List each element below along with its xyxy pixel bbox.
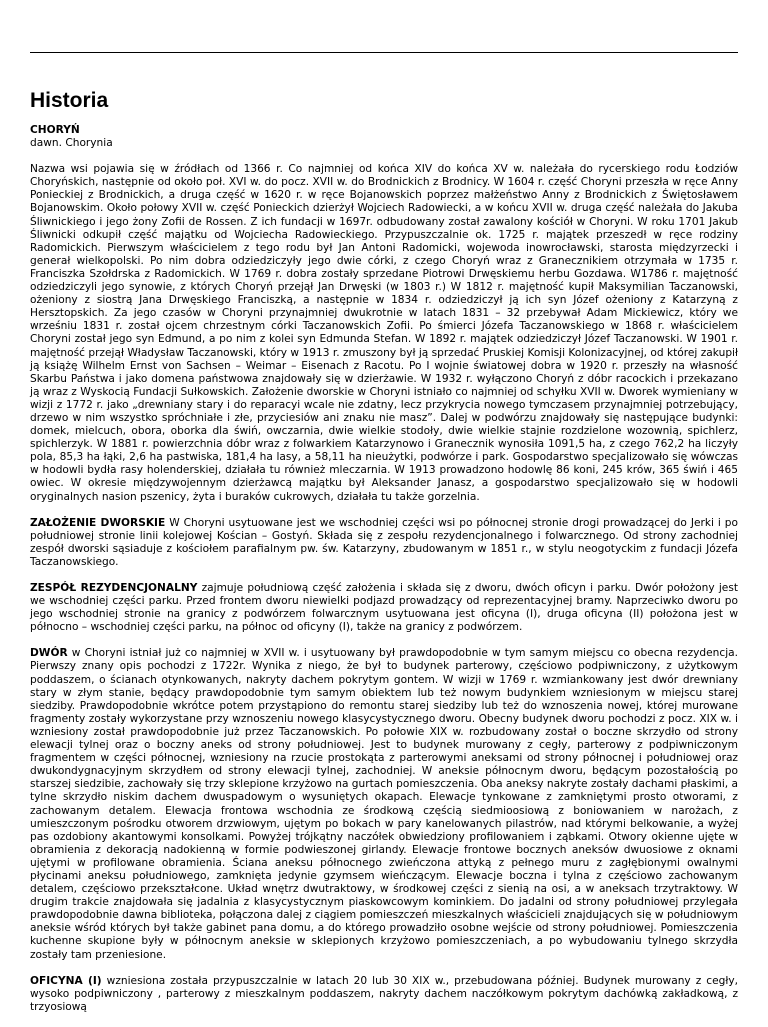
paragraph-text: wzniesiona została przypuszczalnie w latach 20 lub 30 XIX w., przebudowana później. Budynek murowany z cegły, wysoko podpiwniczony , parterowy z mieszkalnym poddaszem, nakryty dachem naczółkowym pokrytym dachówką zakładkową, z trzyosiową xyxy=(30,974,738,1013)
header-rule xyxy=(30,52,738,53)
paragraph-text: zajmuje południową część założenia i składa się z dworu, dwóch oficyn i parku. Dwór położony jest we wschodniej części parku. Przed frontem dworu niewielki podjazd prowadzący od reprezentacyjnej bramy. Naprzeciwko dworu po jego wschodniej stronie na granicy z podwórzem folwarcznym usytuowana jest oficyna (I), druga oficyna (II) położona jest w północno – wschodniej części parku, na północ od oficyny (I), także na granicy z podwórzem. xyxy=(30,582,738,634)
place-old-name: dawn. Chorynia xyxy=(30,137,113,150)
paragraph-oficyna-1 xyxy=(30,975,738,1014)
place-name: CHORYŃ xyxy=(30,124,80,136)
paragraph-zalozenie-dworskie xyxy=(30,517,738,569)
paragraph-text: Nazwa wsi pojawia się w źródłach od 1366 r. Co najmniej od końca XIV do końca XV w. należała do rycerskiego rodu Łodziów Choryńskich, następnie od około poł. XVI w. do pocz. XVII w. do Brodnickich z Brodnicy. W 1604 r. część Choryni przeszła w ręce Anny Ponieckiej z Brodnickich, a druga część w 1620 r. w ręce Bojanowskich poprzez małżeństwo Anny z Brodnickich z Świętosławem Bojanowskim. Około połowy XVII w. część Ponieckich dzierżył Wojciech Radowiecki, a w końcu XVII w. druga część należała do Jakuba Śliwnickiego i jego żony Zofii de Rossen. Z ich fundacji w 1697r. odbudowany został zawalony kościół w Choryni. W roku 1701 Jakub Śliwnicki odkupił część majątku od Wojciecha Radowieckiego. Przypuszczalnie ok. 1725 r. majątek przeszedł w ręce rodziny Radomickich. Pierwszym właścicielem z tego rodu był Jan Antoni Radomicki, wojewoda inowrocławski, starosta międzyrzecki i generał wielkopolski. Po nim dobra odziedziczyły jego dwie córki, z czego Choryń wraz z Granecznikiem otrzymała w 1735 r. Franciszka Szołdrska z Radomickich. W 1769 r. dobra zostały sprzedane Piotrowi Drwęskiemu herbu Gozdawa. W1786 r. majętność odziedziczyli jego synowie, z których Choryń przejął Jan Drwęski (w 1803 r.) W 1812 r. majętność kupił Maksymilian Taczanowski, ożeniony z siostrą Jana Drwęskiego Franciszką, a następnie w 1834 r. odziedziczył ją ich syn Józef ożeniony z Katarzyną z Hersztopskich. Za jego czasów w Choryni przynajmniej dwukrotnie w latach 1831 – 32 przebywał Adam Mickiewicz, który we wrześniu 1831 r. został ojcem chrzestnym córki Taczanowskich Zofii. Po śmierci Józefa Taczanowskiego w 1868 r. właścicielem Choryni został jego syn Edmund, a po nim z kolei syn Edmunda Stefan. W 1892 r. majątek odziedziczył Józef Taczanowski. W 1901 r. majętność przejął Władysław Taczanowski, który w 1913 r. zmuszony był ją sprzedać Pruskiej Komisji Kolonizacyjnej, od której zakupił ją książę Wilhelm Ernst von Sachsen – Weimar – Eisenach z Racotu. Po I wojnie światowej dobra w 1920 r. przeszły na własność Skarbu Państwa i jako domena państwowa znajdowały się w dzierżawie. W 1932 r. wyłączono Choryń z dóbr racockich i przekazano ją wraz z Wyskocią Fundacji Sułkowskich. Założenie dworskie w Choryni istniało co najmniej od schyłku XVII w. Dworek wymieniany w wizji z 1772 r. jako „drewniany stary i do reparacyi wcale nie zdatny, lecz przykrycia nowego tymczasem przynajmniej potrzebujący, drzewo w nim wszystko spróchniałe i złe, przyciesiów ani znaku nie masz”. Dalej w podwórzu znajdowały się następujące budynki: domek, mielcuch, obora, oborka dla świń, owczarnia, dwie wielkie stodoły, dwie wielkie stajnie rozdzielone wozownią, spichlerz, spichlerzyk. W 1881 r. powierzchnia dóbr wraz z folwarkiem Katarzynowo i Granecznik wynosiła 1091,5 ha, z czego 762,2 ha liczyły pola, 85,3 ha łąki, 2,6 ha pastwiska, 181,4 ha lasy, a 58,11 ha nieużytki, podwórze i park. Gospodarstwo specjalizowało się wówczas w hodowli bydła rasy holenderskiej, działała tu również mleczarnia. W 1913 prowadzono hodowlę 86 koni, 245 krów, 365 świń i 465 owiec. W okresie międzywojennym dzierżawcą majątku był Aleksander Janasz, a gospodarstwo specjalizowało się w hodowli oryginalnych nasion pszenicy, żyta i buraków cukrowych, działała tu także gorzelnia. xyxy=(30,163,738,503)
document-body xyxy=(30,124,738,1027)
paragraph-dwor xyxy=(30,647,738,961)
paragraph-lead: OFICYNA (I) xyxy=(30,974,102,987)
paragraph-lead: ZAŁOŻENIE DWORSKIE xyxy=(30,516,166,529)
paragraph-zespol-rezydencjonalny xyxy=(30,582,738,634)
paragraph-text: W Choryni usytuowane jest we wschodniej części wsi po północnej stronie drogi prowadzącej do Jerki i po południowej stronie linii kolejowej Kościan – Gostyń. Składa się z zespołu rezydencjonalnego i folwarcznego. Od strony zachodniej zespół dworski sąsiaduje z kościołem parafialnym pw. św. Katarzyny, zbudowanym w 1851 r., w stylu neogotyckim z fundacji Józefa Taczanowskiego. xyxy=(30,516,739,568)
paragraph-lead: ZESPÓŁ REZYDENCJONALNY xyxy=(30,582,198,594)
page-title: Historia xyxy=(30,89,109,112)
paragraph-history xyxy=(30,163,738,503)
paragraph-lead: DWÓR xyxy=(30,647,68,660)
paragraph-text: w Choryni istniał już co najmniej w XVII w. i usytuowany był prawdopodobnie w tym samym miejscu co obecna rezydencja. Pierwszy znany opis pochodzi z 1722r. Wynika z niego, że był to budynek parterowy, częściowo podpiwniczony, z użytkowym poddaszem, o ścianach otynkowanych, nakryty dachem pokrytym gontem. W wizji w 1769 r. wzmiankowany jest dwór drewniany stary w złym stanie, będący prawdopodobnie tym samym obiektem lub też nowym budynkiem wzniesionym w miejscu starej siedziby. Prawdopodobnie wkrótce potem przystąpiono do remontu starej siedziby lub też do wznoszenia nowej, której murowane fragmenty zostały wykorzystane przy wznoszeniu nowego klasycystycznego dworu. Obecny budynek dworu pochodzi z pocz. XIX w. i wzniesiony został prawdopodobnie już przez Taczanowskich. Po połowie XIX w. rozbudowany został o boczne skrzydło od strony elewacji tylnej oraz o boczny aneks od strony południowej. Jest to budynek murowany z cegły, parterowy z podpiwniczonym fragmentem w części północnej, wzniesiony na rzucie prostokąta z parterowymi aneksami od strony północnej i południowej oraz dwukondygnacyjnym skrzydłem od strony elewacji tylnej, zachodniej. W aneksie północnym dworu, będącym pozostałością po starszej siedzibie, zachowały się trzy sklepione krzyżowo na gurtach pomieszczenia. Oba aneksy nakryte zostały dachami płaskimi, a tylne skrzydło niskim dachem dwuspadowym o wysuniętych okapach. Elewacje tynkowane z zamkniętymi prosto otworami, z zachowanym detalem. Elewacja frontowa wschodnia ze środkową częścią siedmioosiową z boniowaniem w narożach, z umieszczonym pośrodku otworem drzwiowym, ujętym po bokach w pary kanelowanych pilastrów, nad którymi belkowanie, a wyżej pas ozdobiony akantowymi konsolkami. Powyżej trójkątny naczółek obwiedziony profilowaniem i ząbkami. Otwory okienne ujęte w obramienia z dekoracją nadokienną w formie podwieszonej girlandy. Elewacje frontowe bocznych aneksów dwuosiowe z oknami ujętymi w profilowane obramienia. Ściana aneksu północnego zwieńczona attyką z pełnego muru z zagłębionymi owalnymi płycinami aneksu południowego, zamknięta jedynie gzymsem wieńczącym. Elewacje boczna i tylna z częściowo zachowanym detalem, częściowo przekształcone. Układ wnętrz dwutraktowy, w środkowej części z sienią na osi, a w aneksach trzytraktowy. W drugim trakcie znajdowała się jadalnia z klasycystycznym piaskowcowym kominkiem. Do jadalni od strony południowej przylegała prawdopodobnie dawna biblioteka, połączona dalej z ciągiem pomieszczeń mieszkalnych właścicieli znajdujących się w południowym aneksie wśród których był także gabinet pana domu, a do którego prowadziło osobne wejście od strony południowej. Pomieszczenia kuchenne skupione były w północnym aneksie w sklepionych krzyżowo pomieszczeniach, a po wybudowaniu tylnego skrzydła zostały tam przeniesione. xyxy=(30,647,738,961)
